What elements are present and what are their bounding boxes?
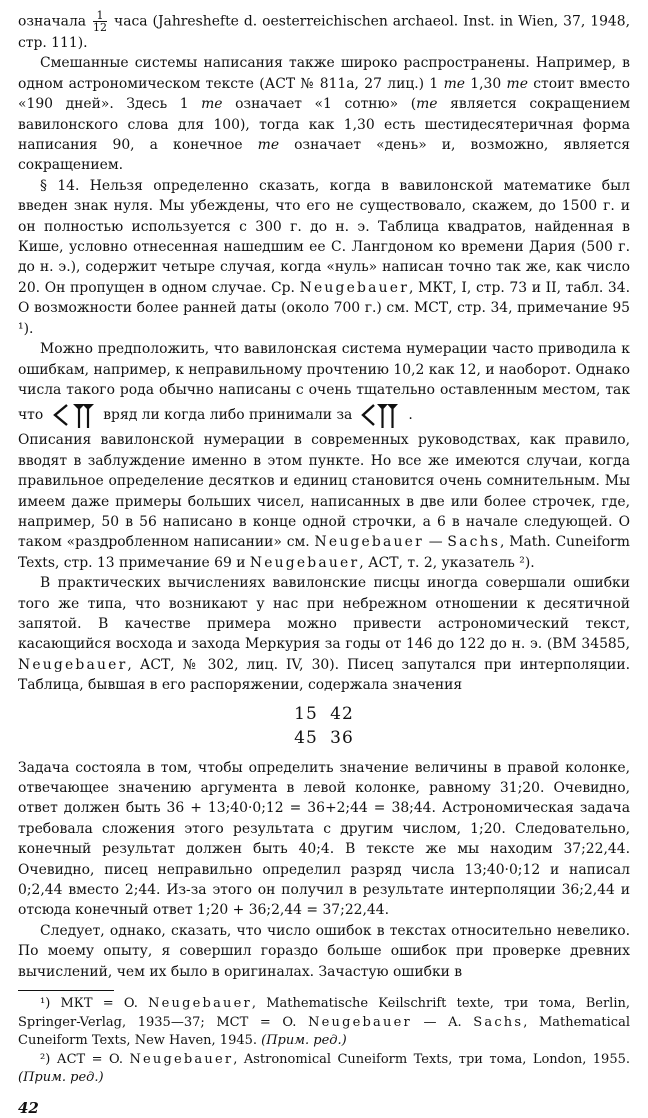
- text: , Math. Cuneiform Texts, стр. 13 примечание 69 и: [18, 534, 630, 571]
- table-row: [18, 726, 630, 750]
- text: —: [423, 534, 448, 551]
- term-me: me: [506, 75, 528, 92]
- text: 1,30: [464, 75, 507, 92]
- paragraph-task: [18, 758, 630, 921]
- table-cell: 45: [294, 727, 318, 748]
- text: .: [408, 407, 413, 424]
- paragraph-error-count: [18, 921, 630, 982]
- page-body: [18, 10, 630, 1118]
- footnote-1: [18, 995, 630, 1051]
- text: , МКТ, I, стр. 73 и II, табл. 34. О возможности более ранней даты (около 700 г.) см. МСТ, стр. 34, примечание 95 ¹).: [18, 279, 630, 337]
- term-me: me: [201, 96, 223, 113]
- text: Можно предположить, что вавилонская система нумерации часто приводила к ошибкам, например, к неправильному прочтению 10,2 как 12, и наоборот. Однако числа такого рода обычно написаны с очень тщательно оставленным местом, так что: [18, 341, 630, 424]
- author-name: Sachs: [473, 1014, 524, 1030]
- footnote-2: [18, 1051, 630, 1088]
- footnote-divider: [18, 990, 114, 991]
- term-me: me: [443, 75, 465, 92]
- author-name: Neugebauer: [299, 279, 410, 296]
- values-table: [18, 702, 630, 750]
- text: В практических вычислениях вавилонские писцы иногда совершали ошибки того же типа, что возникают у нас при небрежном отношении к десятичной запятой. В качестве примера можно привести астрономический текст, касающийся восхода и захода Меркурия за годы от 146 до 122 до н. э. (ВМ 34585,: [18, 575, 630, 653]
- text: ¹) МКТ = O.: [40, 996, 149, 1012]
- fraction: [93, 10, 107, 33]
- paragraph-descriptions: [18, 430, 630, 573]
- text: , Astronomical Cuneiform Texts, три тома, London, 1955.: [233, 1051, 630, 1067]
- page-number: 42: [18, 1099, 39, 1118]
- text: часа (Jahreshefte d. oesterreichischen archaeol. Inst. in Wien, 37, 1948, стр. 111).: [18, 13, 630, 51]
- paragraph-numeration-errors: [18, 339, 630, 430]
- author-name: Neugebauer: [148, 996, 252, 1012]
- paragraph-practical-errors: [18, 573, 630, 695]
- text: означает «1 сотню» (: [222, 96, 417, 113]
- term-me: me: [257, 137, 280, 154]
- text: является сокращением вавилонского слова для 100), тогда как 1,30 есть шестидесятеричная форма написания 90, а конечное: [18, 96, 630, 154]
- author-name: Neugebauer: [249, 554, 360, 571]
- text: Смешанные системы написания также широко распространены. Например, в одном астрономическом тексте (АСТ № 811а, 27 лиц.) 1: [18, 55, 630, 92]
- editor-note: (Прим. ред.): [261, 1033, 347, 1049]
- text: , Mathematische Keilschrift texte, три тома, Berlin, Springer-Verlag, 1935—37; МСТ = O.: [18, 996, 630, 1030]
- paragraph-mixed-systems: [18, 53, 630, 175]
- text: стоит вместо «190 дней». Здесь 1: [18, 75, 630, 113]
- table-row: [18, 702, 630, 726]
- text: — A.: [411, 1014, 474, 1030]
- text: , Mathematical Cuneiform Texts, New Haven, 1945.: [18, 1014, 631, 1049]
- text: § 14. Нельзя определенно сказать, когда в вавилонской математике был введен знак нуля. Мы убеждены, что его не существовало, скажем, до 1500 г. и он полностью используется с 300 г. до н. э. Таблица квадратов, найденная в Кише, условно отнесенная нашедшим ее С. Лангдоном ко времени Дария (500 г. до н. э.), содержит четыре случая, когда «нуль» написан точно так же, как число 20. Он пропущен в одном случае. Ср.: [18, 177, 630, 296]
- paragraph-continuation: [18, 10, 630, 53]
- text: ²) АСТ = O.: [40, 1051, 130, 1067]
- fraction-numerator: 1: [93, 10, 107, 22]
- author-name: Neugebauer: [18, 656, 128, 673]
- paragraph-zero-sign: [18, 176, 630, 339]
- table-cell: 42: [330, 703, 354, 724]
- cuneiform-10-2-icon: [51, 400, 95, 430]
- text: означала: [18, 13, 92, 30]
- author-name: Neugebauer: [308, 1014, 412, 1030]
- term-me: me: [416, 96, 438, 113]
- text: вряд ли когда либо принимали за: [103, 407, 353, 424]
- text: , АСТ, № 302, лиц. IV, 30). Писец запутался при интерполяции. Таблица, бывшая в его распоряжении, содержала значения: [18, 656, 630, 694]
- author-name: Neugebauer: [314, 534, 424, 551]
- cuneiform-12-icon: [360, 400, 400, 430]
- text: Следует, однако, сказать, что число ошибок в текстах относительно невелико. По моему опыту, я совершил гораздо больше ошибок при проверке древних вычислений, чем их было в оригиналах. Зачастую ошибки в: [18, 922, 630, 980]
- author-name: Neugebauer: [129, 1051, 234, 1067]
- text: Задача состояла в том, чтобы определить значение величины в правой колонке, отвечающее значению аргумента в левой колонке, равному 31;20. Очевидно, ответ должен быть 36 + 13;40·0;12 = 36+2;44 = 38;44. Астрономическая задача требовала сложения этого результата с другим числом, 1;20. Следовательно, конечный результат должен быть 40;4. В тексте же мы находим 37;22,44. Очевидно, писец неправильно определил разряд числа 13;40·0;12 и написал 0;2,44 вместо 2;44. Из-за этого он получил в результате интерполяции 36;2,44 и отсюда конечный ответ 1;20 + 36;2,44 = 37;22,44.: [18, 759, 630, 919]
- table-cell: 36: [330, 727, 354, 748]
- text: , АСТ, т. 2, указатель ²).: [359, 554, 535, 571]
- editor-note: (Прим. ред.): [18, 1070, 104, 1086]
- text: означает «день» и, возможно, является сокращением.: [18, 137, 630, 174]
- fraction-denominator: 12: [93, 21, 108, 34]
- author-name: Sachs: [447, 534, 501, 551]
- text: Описания вавилонской нумерации в современных руководствах, как правило, вводят в заблуждение именно в этом пункте. Но все же имеются случаи, когда правильное определение десятков и единиц становится очень сомнительным. Мы имеем даже примеры больших чисел, написанных в две или более строчек, где, например, 50 в 56 написано в конце одной строчки, а 6 в начале следующей. О таком «раздробленном написании» см.: [18, 432, 630, 551]
- table-cell: 15: [294, 703, 318, 724]
